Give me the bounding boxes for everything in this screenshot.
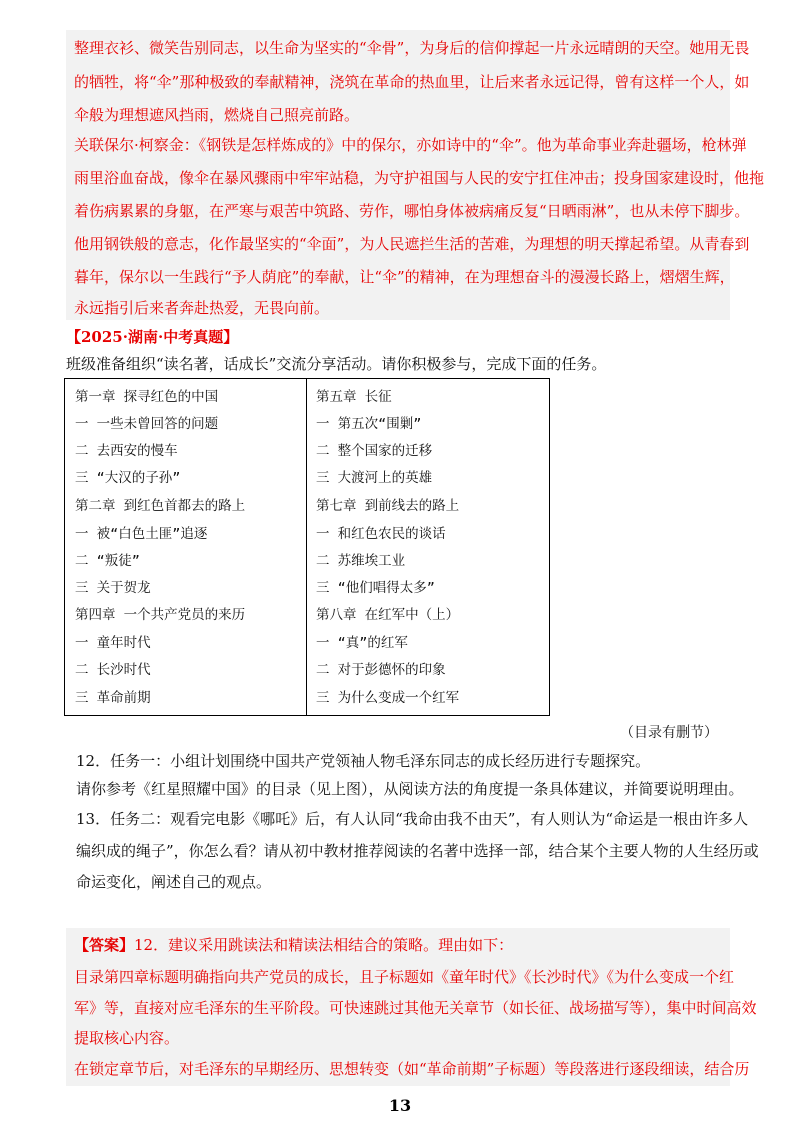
toc-note: （目录有删节） bbox=[620, 725, 718, 741]
question-line: 12．任务一：小组计划围绕中国共产党领袖人物毛泽东同志的成长经历进行专题探究。 bbox=[76, 752, 651, 770]
answer-line: 提取核心内容。 bbox=[74, 1029, 180, 1047]
question-line: 命运变化，阐述自己的观点。 bbox=[76, 873, 272, 891]
toc-entry-right: 第七章 到前线去的路上 bbox=[316, 498, 460, 514]
answer-line: 目录第四章标题明确指向共产党员的成长，且子标题如《童年时代》《长沙时代》《为什么变成一个红 bbox=[74, 968, 735, 986]
toc-entry-right: 三 大渡河上的英雄 bbox=[316, 470, 433, 486]
answer-first-line bbox=[74, 934, 513, 956]
toc-entry-left: 第四章 一个共产党员的来历 bbox=[75, 607, 246, 623]
passage-line: 暮年，保尔以一生践行“予人荫庇”的奉献，让“伞”的精神，在为理想奋斗的漫漫长路上，熠熠生辉， bbox=[74, 268, 735, 286]
toc-entry-right: 二 对于彭德怀的印象 bbox=[316, 662, 446, 678]
toc-entry-right: 一 和红色农民的谈话 bbox=[316, 526, 446, 542]
toc-table bbox=[64, 378, 550, 716]
question-line: 编织成的绳子”，你怎么看？请从初中教材推荐阅读的名著中选择一部，结合某个主要人物的人生经历或 bbox=[76, 842, 759, 860]
toc-entry-left: 三 关于贺龙 bbox=[75, 580, 151, 596]
passage-line: 他用钢铁般的意志，化作最坚实的“伞面”，为人民遮拦生活的苦难，为理想的明天撑起希望。从青春到 bbox=[74, 235, 750, 253]
passage-line: 整理衣衫、微笑告别同志，以生命为坚实的“伞骨”，为身后的信仰撑起一片永远晴朗的天空。她用无畏 bbox=[74, 39, 750, 57]
passage-line: 关联保尔·柯察金：《钢铁是怎样炼成的》中的保尔，亦如诗中的“伞”。他为革命事业奔赴疆场，枪林弹 bbox=[74, 136, 747, 154]
answer-line: 军》等，直接对应毛泽东的生平阶段。可快速跳过其他无关章节（如长征、战场描写等），集中时间高效 bbox=[74, 999, 757, 1017]
toc-entry-right: 三 为什么变成一个红军 bbox=[316, 690, 460, 706]
passage-line: 的牺牲，将“伞”那种极致的奉献精神，浇筑在革命的热血里，让后来者永远记得，曾有这样一个人，如 bbox=[74, 73, 750, 91]
toc-entry-left: 一 被“白色土匪”追逐 bbox=[75, 526, 208, 542]
toc-entry-right: 第五章 长征 bbox=[316, 389, 392, 405]
toc-entry-left: 二 去西安的慢车 bbox=[75, 443, 178, 459]
toc-entry-right: 二 整个国家的迁移 bbox=[316, 443, 433, 459]
toc-entry-left: 一 一些未曾回答的问题 bbox=[75, 416, 219, 432]
question-line: 13．任务二：观看完电影《哪吒》后，有人认同“我命由我不由天”，有人则认为“命运是一根由许多人 bbox=[76, 810, 749, 828]
passage-line: 雨里浴血奋战，像伞在暴风骤雨中牢牢站稳，为守护祖国与人民的安宁扛住冲击；投身国家建设时，他拖 bbox=[74, 169, 765, 187]
answer-tag: 【答案】 bbox=[74, 936, 135, 954]
toc-entry-left: 第一章 探寻红色的中国 bbox=[75, 389, 219, 405]
toc-entry-left: 一 童年时代 bbox=[75, 635, 151, 651]
toc-entry-right: 一 “真”的红军 bbox=[316, 635, 408, 651]
toc-entry-right: 第八章 在红军中（上） bbox=[316, 607, 460, 623]
toc-entry-right: 一 第五次“围剿” bbox=[316, 416, 422, 432]
toc-entry-left: 二 “叛徒” bbox=[75, 553, 140, 569]
toc-entry-left: 三 革命前期 bbox=[75, 690, 151, 706]
toc-entry-right: 二 苏维埃工业 bbox=[316, 553, 406, 569]
page-number: 13 bbox=[388, 1096, 412, 1115]
toc-entry-left: 第二章 到红色首都去的路上 bbox=[75, 498, 246, 514]
task-intro: 班级准备组织“读名著，话成长”交流分享活动。请你积极参与，完成下面的任务。 bbox=[66, 355, 607, 373]
passage-line: 永远指引后来者奔赴热爱，无畏向前。 bbox=[74, 299, 330, 317]
toc-entry-left: 三 “大汉的子孙” bbox=[75, 470, 181, 486]
passage-line: 伞般为理想遮风挡雨，燃烧自己照亮前路。 bbox=[74, 106, 360, 124]
passage-line: 着伤病累累的身躯，在严寒与艰苦中筑路、劳作，哪怕身体被病痛反复“日晒雨淋”，也从未停下脚步。 bbox=[74, 202, 750, 220]
toc-divider bbox=[306, 379, 307, 715]
toc-entry-left: 二 长沙时代 bbox=[75, 662, 151, 678]
toc-entry-right: 三 “他们唱得太多” bbox=[316, 580, 435, 596]
answer-line: 在锁定章节后，对毛泽东的早期经历、思想转变（如“革命前期”子标题）等段落进行逐段细读，结合历 bbox=[74, 1060, 750, 1078]
exam-source-tag: 【2025·湖南·中考真题】 bbox=[66, 328, 239, 346]
answer-first-text: 12．建议采用跳读法和精读法相结合的策略。理由如下： bbox=[134, 936, 514, 954]
question-line: 请你参考《红星照耀中国》的目录（见上图），从阅读方法的角度提一条具体建议，并简要说明理由。 bbox=[76, 780, 744, 798]
